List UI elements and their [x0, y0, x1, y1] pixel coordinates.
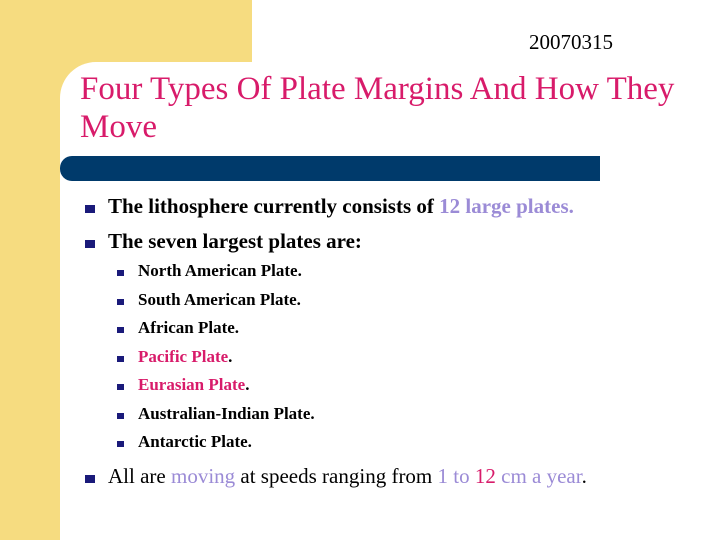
- plate-name-suffix: .: [245, 375, 250, 394]
- square-bullet-icon: [117, 413, 124, 419]
- square-bullet-icon: [85, 240, 95, 248]
- plate-item-african: [117, 318, 239, 338]
- speed-text-end: .: [581, 464, 587, 488]
- square-bullet-icon: [117, 356, 124, 362]
- plate-name-highlight: Eurasian Plate: [138, 375, 246, 394]
- plate-name-suffix: .: [228, 347, 233, 366]
- square-bullet-icon: [85, 475, 95, 483]
- bullet-seven-largest: [85, 229, 362, 254]
- plate-item-south-american: [117, 290, 301, 310]
- square-bullet-icon: [117, 270, 124, 276]
- slide-date: 20070315: [529, 30, 613, 54]
- square-bullet-icon: [117, 384, 124, 390]
- plate-item-north-american: [117, 261, 302, 281]
- plate-name: South American Plate.: [138, 290, 301, 309]
- bullet-text: [108, 464, 587, 489]
- title-underline-bar: [60, 156, 600, 181]
- plate-name: Australian-Indian Plate.: [138, 404, 315, 423]
- square-bullet-icon: [117, 441, 124, 447]
- square-bullet-icon: [85, 205, 95, 213]
- plate-item-australian-indian: [117, 404, 315, 424]
- speed-to-value: 12: [474, 464, 496, 488]
- plate-item-eurasian: [117, 375, 249, 395]
- bullet-text: The seven largest plates are:: [108, 229, 362, 253]
- slide-title: Four Types Of Plate Margins And How They Move: [80, 71, 675, 145]
- bullet-text: [108, 194, 574, 219]
- plate-name: African Plate.: [138, 318, 240, 337]
- plate-item-pacific: [117, 347, 232, 367]
- bullet-speeds: [85, 464, 587, 489]
- speed-from-value: 1: [437, 464, 449, 488]
- plate-name: [138, 375, 249, 395]
- speed-text-moving: moving: [170, 464, 236, 488]
- plate-name: Antarctic Plate.: [138, 432, 252, 451]
- plate-name-highlight: Pacific Plate: [138, 347, 229, 366]
- bullet-highlight: 12 large plates.: [439, 194, 574, 218]
- square-bullet-icon: [117, 327, 124, 333]
- plate-name: [138, 347, 232, 367]
- plate-item-antarctic: [117, 432, 252, 452]
- speed-to-word: to: [448, 464, 475, 488]
- bullet-text-prefix: The lithosphere currently consists of: [108, 194, 440, 218]
- speed-unit: cm a year: [495, 464, 582, 488]
- square-bullet-icon: [117, 299, 124, 305]
- plate-name: North American Plate.: [138, 261, 302, 280]
- speed-text-middle: at speeds ranging from: [235, 464, 438, 488]
- bullet-lithosphere: [85, 194, 574, 219]
- speed-text-start: All are: [108, 464, 171, 488]
